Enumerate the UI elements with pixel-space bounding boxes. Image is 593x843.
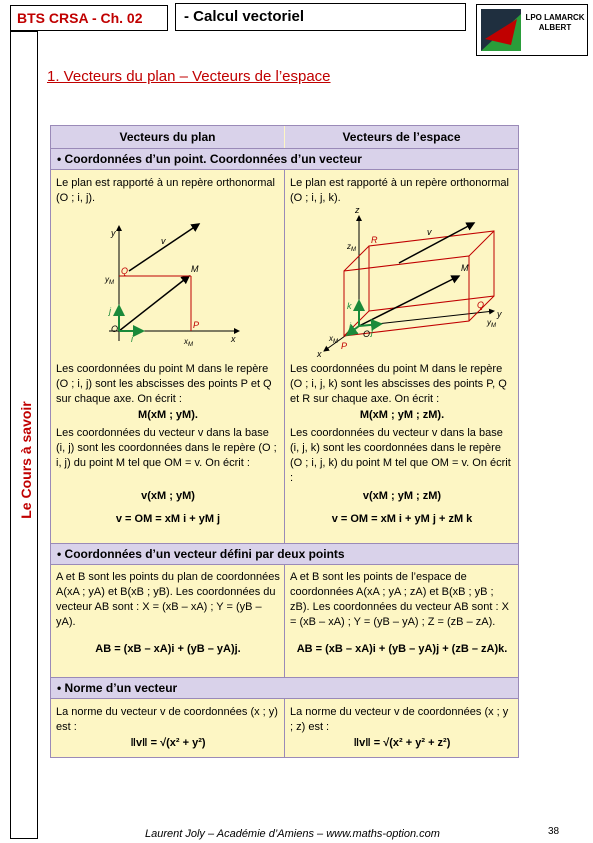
space-point-formula: M(xM ; yM ; zM).	[359, 409, 445, 421]
plan-vector-formula: v = OM = xM i + yM j	[115, 513, 221, 525]
svg-text:zM: $z_M$	[347, 242, 356, 253]
space-vector-coords: v(xM ; yM ; zM)	[362, 490, 442, 502]
section-title: 1. Vecteurs du plan – Vecteurs de l’espace	[47, 68, 331, 85]
svg-text:y: y	[497, 309, 502, 319]
space-vector-formula: v = OM = xM i + yM j + zM k	[331, 513, 473, 525]
plan-intro: Le plan est rapporté à un repère orthonormal (O ; i, j).	[56, 177, 275, 204]
space-two-points-formula: AB = (xB – xA)i + (yB – yA)j + (zB – zA)k.	[296, 643, 508, 655]
plan-norm-text: La norme du vecteur v de coordonnées (x ; y) est :	[56, 706, 278, 733]
space-intro: Le plan est rapporté à un repère orthonormal (O ; i, j, k).	[290, 177, 509, 204]
svg-text:yM: $y_M$	[487, 318, 496, 329]
band-two-points: • Coordonnées d’un vecteur défini par deux points	[51, 543, 518, 565]
svg-text:xM: $x_M$	[184, 337, 193, 348]
svg-text:i: i	[131, 334, 133, 344]
column-divider	[284, 699, 285, 757]
plan-diagram	[91, 216, 241, 356]
content-table	[50, 125, 519, 758]
svg-text:M: M	[461, 263, 469, 273]
svg-text:j: j	[109, 306, 111, 316]
svg-text:P: P	[193, 320, 200, 330]
logo-text	[525, 13, 585, 33]
space-point-text: Les coordonnées du point M dans le repère (O ; i, j, k) sont les abscisses des points P, Q et R sur chaque axe. On écrit :	[290, 363, 507, 405]
space-diagram	[309, 201, 509, 361]
sidebar-label: Le Cours à savoir	[18, 401, 34, 519]
space-norm-text: La norme du vecteur v de coordonnées (x ; y ; z) est :	[290, 706, 509, 733]
logo-icon	[481, 9, 521, 51]
svg-text:R: R	[371, 235, 378, 245]
column-header-plan: Vecteurs du plan	[51, 126, 284, 149]
course-header	[10, 5, 168, 31]
band-norm: • Norme d’un vecteur	[51, 677, 518, 699]
space-norm-formula: ‖v‖ = √(x² + y² + z²)	[353, 737, 451, 749]
logo-line1: LPO LAMARCK	[525, 13, 585, 22]
plan-vector-text: Les coordonnées du vecteur v dans la base (i, j) sont les coordonnées dans le repère (O ; i, j) du point M tel que OM = v. On écrit :	[56, 427, 277, 469]
svg-text:O: O	[363, 329, 371, 339]
course-label: BTS CRSA	[17, 10, 89, 26]
column-header-space: Vecteurs de l’espace	[285, 126, 518, 149]
plan-point-formula: M(xM ; yM).	[138, 409, 198, 421]
svg-text:x: x	[317, 349, 322, 359]
svg-text:v: v	[427, 227, 432, 237]
space-two-points-text: A et B sont les points de l’espace de coordonnées A(xA ; yA ; zA) et B(xB ; yB ; zB). Les coordonnées du vecteur AB sont : X = (xB – xA) ; Y = (yB – yA) ; Z = (zB – zA).	[290, 571, 509, 628]
space-vector-text: Les coordonnées du vecteur v dans la base (i, j, k) sont les coordonnées dans le repère (O ; i, j, k) du point M tel que OM = v. On écrit :	[290, 427, 511, 484]
svg-text:Q: Q	[477, 300, 485, 310]
page-number: 38	[548, 826, 560, 837]
plan-vector-coords: v(xM ; yM)	[141, 490, 195, 502]
svg-text:P: P	[341, 341, 348, 351]
svg-text:j: j	[371, 327, 373, 337]
svg-text:k: k	[347, 301, 352, 311]
chapter-label: - Ch. 02	[91, 10, 143, 26]
svg-text:M: M	[191, 264, 199, 274]
column-divider	[284, 170, 285, 543]
svg-text:x: x	[231, 334, 236, 344]
svg-text:xM: $x_M$	[329, 334, 338, 345]
logo-line2: ALBERT	[538, 23, 572, 32]
plan-point-text: Les coordonnées du point M dans le repère (O ; i, j) sont les abscisses des points P et Q sur chaque axe. On écrit :	[56, 363, 272, 405]
sidebar	[10, 31, 38, 839]
svg-text:Q: Q	[121, 266, 129, 276]
svg-text:v: v	[161, 236, 166, 246]
plan-two-points-formula: AB = (xB – xA)i + (yB – yA)j.	[95, 643, 241, 655]
band-coordinates: • Coordonnées d’un point. Coordonnées d’un vecteur	[51, 148, 518, 170]
svg-text:y: y	[111, 228, 116, 238]
school-logo	[476, 4, 588, 56]
svg-text:i: i	[349, 321, 351, 331]
plan-two-points-text: A et B sont les points du plan de coordonnées A(xA ; yA) et B(xB ; yB). Les coordonnées du vecteur AB sont : X = (xB – xA) ; Y = (yB – yA).	[56, 571, 280, 628]
plan-norm-formula: ‖v‖ = √(x² + y²)	[130, 737, 206, 749]
footer: Laurent Joly – Académie d’Amiens – www.maths-option.com	[145, 828, 440, 840]
svg-text:z: z	[355, 205, 360, 215]
page-title: - Calcul vectoriel	[175, 3, 466, 31]
svg-text:yM: $y_M$	[105, 275, 114, 286]
column-divider	[284, 565, 285, 677]
svg-text:O: O	[111, 324, 119, 334]
